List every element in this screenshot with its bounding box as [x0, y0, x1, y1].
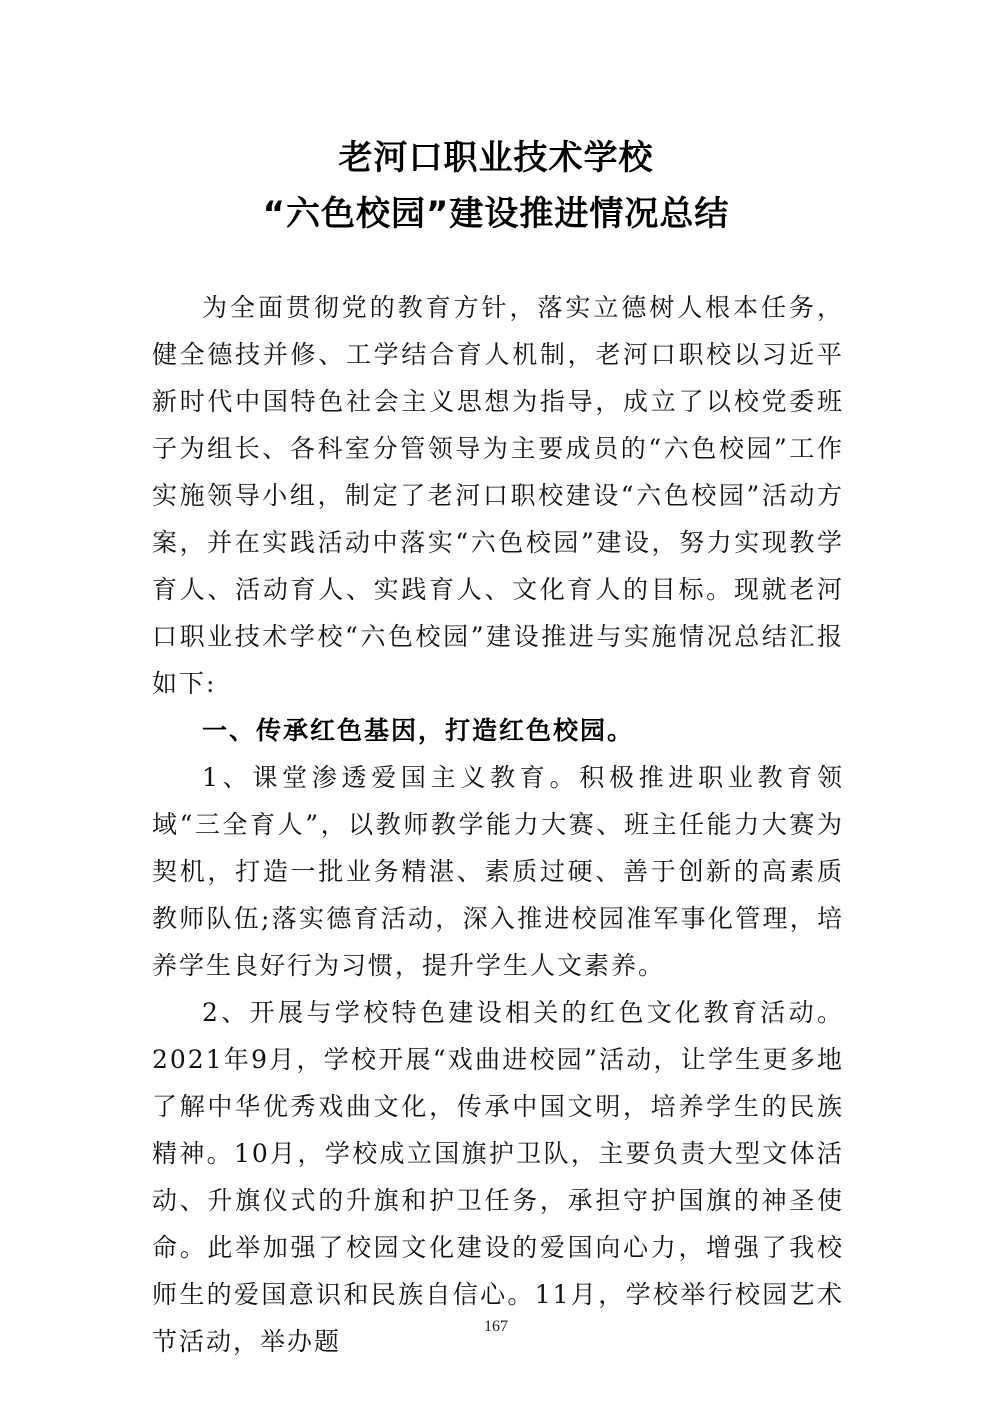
- intro-paragraph: 为全面贯彻党的教育方针，落实立德树人根本任务，健全德技并修、工学结合育人机制，老河口职校以习近平新时代中国特色社会主义思想为指导，成立了以校党委班子为组长、各科室分管领导为主要成员的“六色校园”工作实施领导小组，制定了老河口职校建设“六色校园”活动方案，并在实践活动中落实“六色校园”建设，努力实现教学育人、活动育人、实践育人、文化育人的目标。现就老河口职业技术学校“六色校园”建设推进与实施情况总结汇报如下:: [152, 293, 844, 698]
- section-heading-red-campus: 一、传承红色基因，打造红色校园。: [202, 716, 635, 745]
- item-paragraph-2: 2、开展与学校特色建设相关的红色文化教育活动。2021年9月，学校开展“戏曲进校园”活动，让学生更多地了解中华优秀戏曲文化，传承中国文明，培养学生的民族精神。10月，学校成立国旗护卫队，主要负责大型文体活动、升旗仪式的升旗和护卫任务，承担守护国旗的神圣使命。此举加强了校园文化建设的爱国向心力，增强了我校师生的爱国意识和民族自信心。11月，学校举行校园艺术节活动，举办题: [152, 998, 844, 1356]
- document-title-line-2: “六色校园”建设推进情况总结: [262, 194, 730, 234]
- document-title-line-1: 老河口职业技术学校: [338, 138, 654, 178]
- item-paragraph-1: 1、课堂渗透爱国主义教育。积极推进职业教育领域“三全育人”，以教师教学能力大赛、班主任能力大赛为契机，打造一批业务精湛、素质过硬、善于创新的高素质教师队伍;落实德育活动，深入推进校园准军事化管理，培养学生良好行为习惯，提升学生人文素养。: [152, 763, 844, 980]
- page-number: 167: [484, 1318, 508, 1335]
- document-body: [152, 284, 844, 1365]
